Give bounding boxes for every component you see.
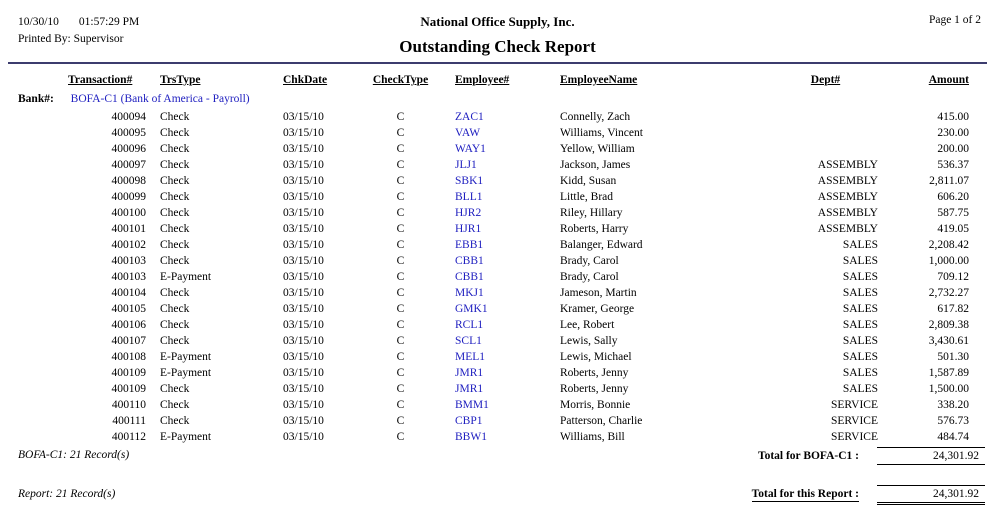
cell-chkdate: 03/15/10	[283, 351, 324, 363]
cell-checktype: C	[396, 351, 405, 363]
cell-amount: 338.20	[937, 399, 969, 411]
cell-transaction: 400098	[111, 175, 146, 187]
cell-transaction: 400103	[111, 255, 146, 267]
table-row	[0, 317, 995, 333]
cell-trstype: Check	[160, 335, 190, 347]
cell-chkdate: 03/15/10	[283, 415, 324, 427]
cell-chkdate: 03/15/10	[283, 207, 324, 219]
header-divider	[8, 62, 987, 64]
cell-employee-name: Patterson, Charlie	[560, 415, 643, 427]
cell-employee-name: Williams, Bill	[560, 431, 625, 443]
table-row	[0, 381, 995, 397]
cell-employee-name: Roberts, Harry	[560, 223, 629, 235]
cell-checktype: C	[396, 191, 405, 203]
cell-dept: SALES	[842, 383, 878, 395]
cell-chkdate: 03/15/10	[283, 255, 324, 267]
cell-trstype: Check	[160, 143, 190, 155]
cell-trstype: Check	[160, 415, 190, 427]
cell-checktype: C	[396, 431, 405, 443]
cell-employee-link[interactable]: BBW1	[455, 431, 487, 443]
cell-employee-name: Roberts, Jenny	[560, 383, 629, 395]
cell-checktype: C	[396, 143, 405, 155]
table-row	[0, 301, 995, 317]
cell-trstype: Check	[160, 319, 190, 331]
cell-employee-name: Brady, Carol	[560, 271, 619, 283]
cell-checktype: C	[396, 159, 405, 171]
table-row	[0, 221, 995, 237]
table-rows	[0, 109, 995, 445]
bank-record-count: BOFA-C1: 21 Record(s)	[18, 449, 130, 461]
cell-transaction: 400109	[111, 367, 146, 379]
bank-total-label: Total for BOFA-C1 :	[757, 450, 859, 462]
cell-checktype: C	[396, 287, 405, 299]
cell-employee-name: Connelly, Zach	[560, 111, 631, 123]
cell-employee-link[interactable]: CBB1	[455, 271, 484, 283]
cell-employee-name: Balanger, Edward	[560, 239, 643, 251]
cell-chkdate: 03/15/10	[283, 319, 324, 331]
cell-chkdate: 03/15/10	[283, 335, 324, 347]
print-time: 01:57:29 PM	[78, 16, 140, 28]
cell-trstype: E-Payment	[160, 431, 212, 443]
cell-employee-link[interactable]: EBB1	[455, 239, 484, 251]
cell-checktype: C	[396, 303, 405, 315]
cell-employee-name: Kidd, Susan	[560, 175, 617, 187]
cell-employee-name: Riley, Hillary	[560, 207, 623, 219]
table-row	[0, 333, 995, 349]
cell-employee-link[interactable]: JMR1	[455, 383, 484, 395]
cell-employee-link[interactable]: HJR1	[455, 223, 482, 235]
cell-amount: 230.00	[937, 127, 969, 139]
cell-chkdate: 03/15/10	[283, 159, 324, 171]
cell-amount: 1,587.89	[928, 367, 969, 379]
cell-checktype: C	[396, 335, 405, 347]
cell-employee-name: Jackson, James	[560, 159, 631, 171]
cell-trstype: Check	[160, 175, 190, 187]
cell-employee-link[interactable]: SCL1	[455, 335, 482, 347]
cell-dept: ASSEMBLY	[817, 223, 878, 235]
column-header-chkdate: ChkDate	[283, 74, 328, 86]
cell-chkdate: 03/15/10	[283, 175, 324, 187]
column-header-employee-name: EmployeeName	[560, 74, 638, 86]
cell-transaction: 400095	[111, 127, 146, 139]
column-header-trstype: TrsType	[160, 74, 201, 86]
cell-amount: 576.73	[937, 415, 969, 427]
cell-dept: SALES	[842, 367, 878, 379]
cell-trstype: Check	[160, 207, 190, 219]
cell-chkdate: 03/15/10	[283, 143, 324, 155]
table-column-headers	[0, 74, 995, 86]
cell-amount: 484.74	[937, 431, 969, 443]
table-row	[0, 397, 995, 413]
cell-trstype: Check	[160, 399, 190, 411]
cell-dept: ASSEMBLY	[817, 159, 878, 171]
cell-employee-name: Yellow, William	[560, 143, 635, 155]
cell-chkdate: 03/15/10	[283, 239, 324, 251]
cell-employee-link[interactable]: SBK1	[455, 175, 484, 187]
cell-employee-link[interactable]: BLL1	[455, 191, 483, 203]
cell-trstype: Check	[160, 303, 190, 315]
cell-transaction: 400094	[111, 111, 146, 123]
cell-chkdate: 03/15/10	[283, 431, 324, 443]
cell-trstype: Check	[160, 223, 190, 235]
cell-amount: 200.00	[937, 143, 969, 155]
table-row	[0, 205, 995, 221]
cell-employee-name: Kramer, George	[560, 303, 635, 315]
cell-employee-link[interactable]: ZAC1	[455, 111, 484, 123]
cell-dept: SALES	[842, 287, 878, 299]
table-row	[0, 237, 995, 253]
cell-transaction: 400111	[112, 415, 146, 427]
cell-dept: SALES	[842, 239, 878, 251]
column-header-checktype: CheckType	[372, 74, 429, 86]
cell-trstype: Check	[160, 159, 190, 171]
cell-trstype: E-Payment	[160, 351, 212, 363]
cell-chkdate: 03/15/10	[283, 127, 324, 139]
cell-chkdate: 03/15/10	[283, 287, 324, 299]
cell-dept: SALES	[842, 255, 878, 267]
cell-checktype: C	[396, 367, 405, 379]
cell-checktype: C	[396, 175, 405, 187]
bank-account-link[interactable]: BOFA-C1 (Bank of America - Payroll)	[70, 93, 250, 105]
column-header-transaction: Transaction#	[68, 74, 133, 86]
cell-employee-name: Lee, Robert	[560, 319, 615, 331]
cell-checktype: C	[396, 383, 405, 395]
cell-transaction: 400103	[111, 271, 146, 283]
cell-amount: 501.30	[937, 351, 969, 363]
cell-dept: SALES	[842, 303, 878, 315]
report-total-amount: 24,301.92	[877, 485, 985, 505]
cell-employee-name: Jameson, Martin	[560, 287, 637, 299]
cell-dept: SALES	[842, 271, 878, 283]
table-row	[0, 365, 995, 381]
cell-employee-link[interactable]: JMR1	[455, 367, 484, 379]
cell-dept: ASSEMBLY	[817, 191, 878, 203]
cell-checktype: C	[396, 415, 405, 427]
page-number: Page 1 of 2	[928, 14, 981, 26]
cell-chkdate: 03/15/10	[283, 383, 324, 395]
print-date: 10/30/10	[18, 16, 59, 28]
company-name: National Office Supply, Inc.	[420, 14, 575, 29]
cell-checktype: C	[396, 271, 405, 283]
cell-transaction: 400104	[111, 287, 146, 299]
report-total-label: Total for this Report :	[751, 488, 859, 500]
cell-transaction: 400110	[111, 399, 146, 411]
table-row	[0, 125, 995, 141]
cell-trstype: Check	[160, 191, 190, 203]
cell-transaction: 400099	[111, 191, 146, 203]
cell-dept	[773, 141, 878, 157]
bank-group-row	[18, 93, 250, 105]
cell-employee-link[interactable]: MKJ1	[455, 287, 484, 299]
cell-employee-link[interactable]: GMK1	[455, 303, 488, 315]
cell-checktype: C	[396, 207, 405, 219]
report-header-center	[0, 14, 995, 57]
cell-employee-name: Brady, Carol	[560, 255, 619, 267]
table-row	[0, 285, 995, 301]
cell-transaction: 400102	[111, 239, 146, 251]
cell-employee-link[interactable]: RCL1	[455, 319, 484, 331]
cell-dept: ASSEMBLY	[817, 175, 878, 187]
table-row	[0, 253, 995, 269]
cell-dept: SALES	[842, 351, 878, 363]
cell-dept: SERVICE	[831, 431, 878, 443]
cell-chkdate: 03/15/10	[283, 111, 324, 123]
cell-trstype: Check	[160, 111, 190, 123]
cell-transaction: 400100	[111, 207, 146, 219]
cell-employee-link[interactable]: VAW	[455, 127, 481, 139]
printed-by: Printed By: Supervisor	[18, 33, 124, 45]
cell-employee-link[interactable]: BMM1	[455, 399, 489, 411]
cell-transaction: 400105	[111, 303, 146, 315]
cell-employee-link[interactable]: JLJ1	[455, 159, 477, 171]
cell-amount: 2,811.07	[929, 175, 969, 187]
cell-amount: 587.75	[937, 207, 969, 219]
cell-employee-name: Williams, Vincent	[560, 127, 643, 139]
cell-trstype: Check	[160, 239, 190, 251]
cell-dept: SERVICE	[831, 399, 878, 411]
table-row	[0, 349, 995, 365]
cell-employee-name: Lewis, Sally	[560, 335, 618, 347]
cell-transaction: 400106	[111, 319, 146, 331]
cell-checktype: C	[396, 399, 405, 411]
cell-amount: 617.82	[937, 303, 969, 315]
cell-amount: 709.12	[937, 271, 969, 283]
report-total-row	[752, 485, 985, 505]
table-row	[0, 157, 995, 173]
cell-trstype: E-Payment	[160, 367, 212, 379]
cell-dept	[773, 109, 878, 125]
cell-employee-name: Lewis, Michael	[560, 351, 632, 363]
cell-employee-link[interactable]: CBP1	[455, 415, 483, 427]
cell-employee-link[interactable]: MEL1	[455, 351, 486, 363]
cell-transaction: 400108	[111, 351, 146, 363]
cell-transaction: 400112	[111, 431, 146, 443]
cell-dept: SERVICE	[831, 415, 878, 427]
report-record-count: Report: 21 Record(s)	[18, 488, 116, 500]
cell-dept: ASSEMBLY	[817, 207, 878, 219]
report-title: Outstanding Check Report	[399, 37, 596, 56]
cell-checktype: C	[396, 255, 405, 267]
cell-employee-name: Little, Brad	[560, 191, 614, 203]
cell-dept: SALES	[842, 335, 878, 347]
bank-total-row	[758, 447, 985, 465]
cell-amount: 2,732.27	[928, 287, 969, 299]
table-row	[0, 141, 995, 157]
cell-trstype: Check	[160, 255, 190, 267]
cell-dept	[773, 125, 878, 141]
cell-trstype: E-Payment	[160, 271, 212, 283]
cell-transaction: 400107	[111, 335, 146, 347]
cell-chkdate: 03/15/10	[283, 399, 324, 411]
cell-employee-name: Roberts, Jenny	[560, 367, 629, 379]
cell-transaction: 400101	[111, 223, 146, 235]
cell-amount: 2,208.42	[928, 239, 969, 251]
cell-checktype: C	[396, 127, 405, 139]
cell-chkdate: 03/15/10	[283, 223, 324, 235]
cell-chkdate: 03/15/10	[283, 191, 324, 203]
column-header-amount: Amount	[928, 74, 969, 86]
cell-amount: 536.37	[937, 159, 969, 171]
cell-trstype: Check	[160, 127, 190, 139]
table-row	[0, 109, 995, 125]
table-row	[0, 173, 995, 189]
cell-dept: SALES	[842, 319, 878, 331]
cell-amount: 1,000.00	[928, 255, 969, 267]
cell-transaction: 400097	[111, 159, 146, 171]
cell-amount: 606.20	[937, 191, 969, 203]
cell-amount: 415.00	[937, 111, 969, 123]
column-header-employee: Employee#	[455, 74, 510, 86]
cell-trstype: Check	[160, 287, 190, 299]
bank-total-amount: 24,301.92	[877, 447, 985, 465]
cell-amount: 3,430.61	[928, 335, 969, 347]
cell-employee-link[interactable]: WAY1	[455, 143, 486, 155]
table-row	[0, 189, 995, 205]
cell-amount: 1,500.00	[928, 383, 969, 395]
cell-checktype: C	[396, 239, 405, 251]
column-header-dept: Dept#	[810, 74, 841, 86]
bank-label: Bank#:	[18, 93, 54, 105]
cell-amount: 419.05	[937, 223, 969, 235]
cell-transaction: 400109	[111, 383, 146, 395]
cell-transaction: 400096	[111, 143, 146, 155]
cell-employee-name: Morris, Bonnie	[560, 399, 631, 411]
table-row	[0, 413, 995, 429]
cell-checktype: C	[396, 223, 405, 235]
cell-chkdate: 03/15/10	[283, 271, 324, 283]
cell-checktype: C	[396, 319, 405, 331]
cell-chkdate: 03/15/10	[283, 303, 324, 315]
cell-chkdate: 03/15/10	[283, 367, 324, 379]
table-row	[0, 429, 995, 445]
table-row	[0, 269, 995, 285]
cell-trstype: Check	[160, 383, 190, 395]
cell-employee-link[interactable]: CBB1	[455, 255, 484, 267]
cell-checktype: C	[396, 111, 405, 123]
cell-amount: 2,809.38	[928, 319, 969, 331]
cell-employee-link[interactable]: HJR2	[455, 207, 482, 219]
